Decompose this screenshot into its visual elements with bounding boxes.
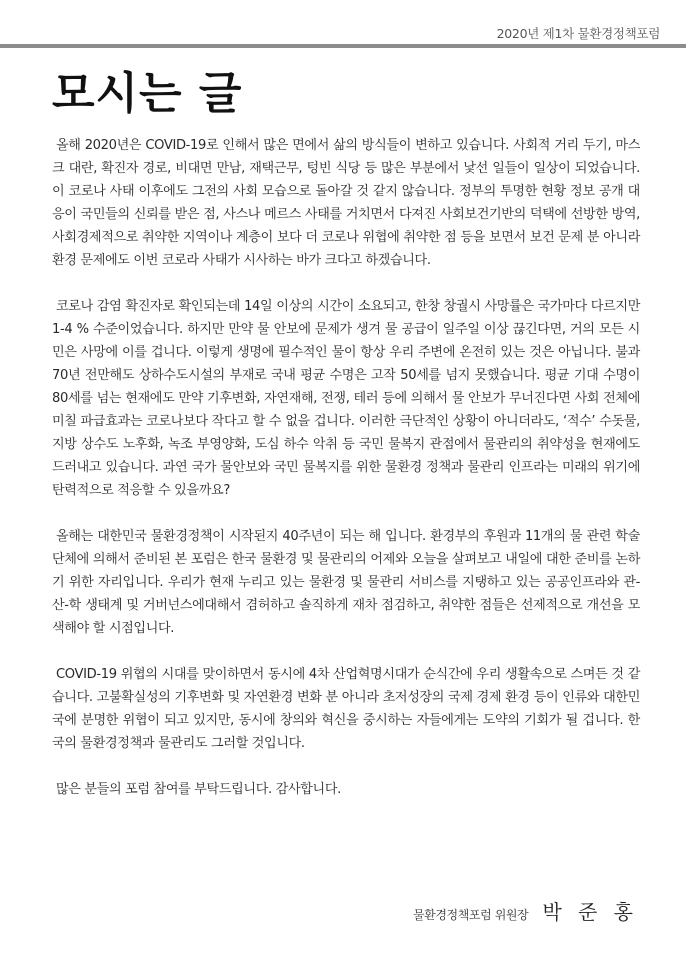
letter-body bbox=[52, 134, 640, 801]
paragraph-2: 코로나 감염 확진자로 확인되는데 14일 이상의 시간이 소요되고, 한창 창궐시 사망률은 국가마다 다르지만 1-4 % 수준이었습니다. 하지만 만약 물 안보에 문제가 생겨 물 공급이 일주일 이상 끊긴다면, 거의 모든 시민은 사망에 이를 겁니다. 이렇게 생명에 필수적인 물이 항상 우리 주변에 온전히 있는 것은 아닙니다. 불과 70년 전만해도 상하수도시설의 부재로 국내 평균 수명은 고작 50세를 넘지 못했습니다. 평균 기대 수명이 80세를 넘는 현재에도 만약 기후변화, 자연재해, 전쟁, 테러 등에 의해서 물 안보가 무너진다면 사회 전체에 미칠 파급효과는 코로나보다 작다고 할 수 없을 겁니다. 이러한 극단적인 상황이 아니더라도, ‘적수’ 수돗물, 지방 상수도 노후화, 녹조 부영양화, 도심 하수 악취 등 국민 물복지 관점에서 물관리의 취약성을 현재에도 드러내고 있습니다. 과연 국가 물안보와 국민 물복지를 위한 물환경 정책과 물관리 인프라는 미래의 위기에 탄력적으로 적응할 수 있을까요? bbox=[52, 299, 640, 498]
forum-header-label: 2020년 제1차 물환경정책포럼 bbox=[496, 26, 660, 41]
signature-name: 박 준 홍 bbox=[542, 900, 638, 924]
paragraph-1: 올해 2020년은 COVID-19로 인해서 많은 면에서 삶의 방식들이 변하고 있습니다. 사회적 거리 두기, 마스크 대란, 확진자 경로, 비대면 만남, 재택근무, 텅빈 식당 등 많은 부분에서 낯선 일들이 일상이 되었습니다. 이 코로나 사태 이후에도 그전의 사회 모습으로 돌아갈 것 같지 않습니다. 정부의 투명한 현황 정보 공개 대응이 국민들의 신뢰를 받은 점, 사스나 메르스 사태를 거치면서 다져진 사회보건기반의 덕택에 선방한 방역, 사회경제적으로 취약한 지역이나 계층이 보다 더 코로나 위협에 취약한 점 등을 보면서 보건 문제 분 아니라 환경 문제에도 이번 코로라 사태가 시사하는 바가 크다고 하겠습니다. bbox=[52, 138, 640, 268]
page-title: 모시는 글 bbox=[52, 68, 243, 119]
paragraph-3: 올해는 대한민국 물환경정책이 시작된지 40주년이 되는 해 입니다. 환경부의 후원과 11개의 물 관련 학술단체에 의해서 준비된 본 포럼은 한국 물환경 및 물관리의 어제와 오늘을 살펴보고 내일에 대한 준비를 논하기 위한 자리입니다. 우리가 현재 누리고 있는 물환경 및 물관리 서비스를 지탱하고 있는 공공인프라와 관-산-학 생태계 및 거버넌스에대해서 겸허하고 솔직하게 재차 점검하고, 취약한 점들은 선제적으로 개선을 모색해야 할 시점입니다. bbox=[52, 529, 640, 636]
signature-block bbox=[413, 896, 638, 925]
closing-line: 많은 분들의 포럼 참여를 부탁드립니다. 감사합니다. bbox=[56, 782, 341, 797]
header-divider bbox=[0, 44, 686, 48]
paragraph-4: COVID-19 위협의 시대를 맞이하면서 동시에 4차 산업혁명시대가 순식간에 우리 생활속으로 스며든 것 같습니다. 고불확실성의 기후변화 및 자연환경 변화 분 아니라 초저성장의 국제 경제 환경 등이 인류와 대한민국에 분명한 위협이 되고 있지만, 동시에 창의와 혁신을 중시하는 자들에게는 도약의 기회가 될 겁니다. 한국의 물환경정책과 물관리도 그러할 것입니다. bbox=[52, 667, 640, 751]
signature-title: 물환경정책포럼 위원장 bbox=[412, 908, 529, 922]
